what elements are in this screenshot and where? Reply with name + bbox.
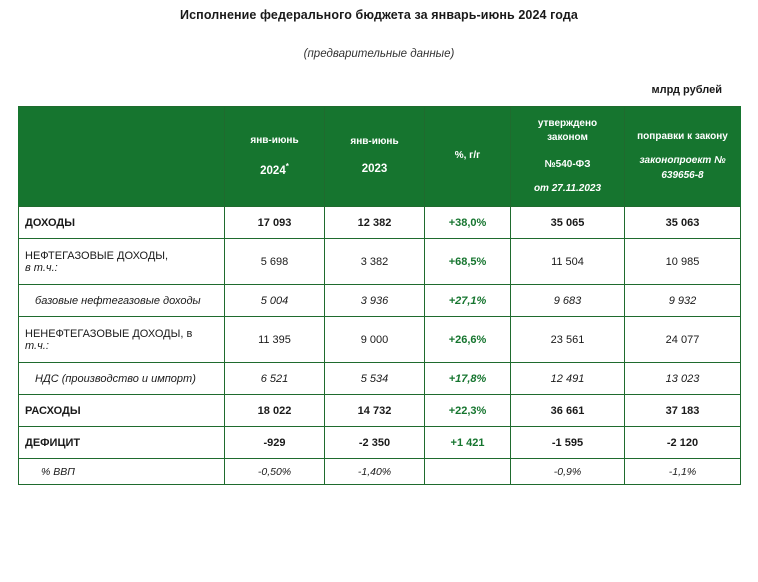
footnote-strip — [0, 574, 758, 582]
cell-growth — [425, 459, 511, 485]
cell-growth: +68,5% — [425, 239, 511, 285]
table-header — [19, 107, 741, 207]
row-label: базовые нефтегазовые доходы — [19, 285, 225, 317]
cell-growth: +17,8% — [425, 363, 511, 395]
cell-2023: 14 732 — [325, 395, 425, 427]
cell-2024: 18 022 — [225, 395, 325, 427]
cell-2023: 12 382 — [325, 207, 425, 239]
row-label-sub: т.ч.: — [25, 339, 49, 352]
table-row — [19, 363, 741, 395]
cell-approved: 11 504 — [511, 239, 625, 285]
cell-amendments: 37 183 — [625, 395, 741, 427]
cell-amendments: -1,1% — [625, 459, 741, 485]
cell-approved: 36 661 — [511, 395, 625, 427]
row-label: НЕНЕФТЕГАЗОВЫЕ ДОХОДЫ, в т.ч.: — [19, 317, 225, 363]
column-header-amendments: поправки к закону законопроект № 639656-8 — [625, 107, 741, 207]
cell-approved: 23 561 — [511, 317, 625, 363]
cell-growth: +22,3% — [425, 395, 511, 427]
cell-approved: 12 491 — [511, 363, 625, 395]
column-header-2023: янв-июнь 2023 — [325, 107, 425, 207]
cell-2024: 17 093 — [225, 207, 325, 239]
row-label: ДОХОДЫ — [19, 207, 225, 239]
units-label: млрд рублей — [651, 84, 722, 96]
column-header-approved-law: утверждено законом №540-ФЗ от 27.11.2023 — [511, 107, 625, 207]
cell-growth: +38,0% — [425, 207, 511, 239]
document-page — [0, 8, 758, 582]
budget-table — [18, 106, 741, 485]
row-label: РАСХОДЫ — [19, 395, 225, 427]
row-label: НЕФТЕГАЗОВЫЕ ДОХОДЫ, в т.ч.: — [19, 239, 225, 285]
cell-growth: +1 421 — [425, 427, 511, 459]
column-header-indicator — [19, 107, 225, 207]
asterisk-marker: * — [285, 161, 289, 171]
cell-2023: 3 382 — [325, 239, 425, 285]
cell-2023: 5 534 — [325, 363, 425, 395]
cell-approved: 35 065 — [511, 207, 625, 239]
cell-2024: 11 395 — [225, 317, 325, 363]
page-subtitle: (предварительные данные) — [303, 48, 455, 60]
row-label-sub: в т.ч.: — [25, 261, 58, 274]
column-header-2024: янв-июнь 2024* — [225, 107, 325, 207]
row-label: ДЕФИЦИТ — [19, 427, 225, 459]
cell-2024: 6 521 — [225, 363, 325, 395]
cell-amendments: 13 023 — [625, 363, 741, 395]
cell-amendments: -2 120 — [625, 427, 741, 459]
table-row — [19, 317, 741, 363]
table-body — [19, 207, 741, 485]
table-row — [19, 395, 741, 427]
cell-growth: +26,6% — [425, 317, 511, 363]
cell-amendments: 24 077 — [625, 317, 741, 363]
row-label: % ВВП — [19, 459, 225, 485]
cell-amendments: 10 985 — [625, 239, 741, 285]
cell-approved: -1 595 — [511, 427, 625, 459]
cell-amendments: 9 932 — [625, 285, 741, 317]
cell-approved: -0,9% — [511, 459, 625, 485]
column-header-growth: %, г/г — [425, 107, 511, 207]
table-row — [19, 239, 741, 285]
cell-growth: +27,1% — [425, 285, 511, 317]
table-row — [19, 427, 741, 459]
cell-amendments: 35 063 — [625, 207, 741, 239]
cell-2023: 3 936 — [325, 285, 425, 317]
page-title: Исполнение федерального бюджета за январь-июнь 2024 года — [180, 8, 578, 22]
table-row — [19, 207, 741, 239]
table-header-row — [19, 107, 741, 207]
table-row — [19, 285, 741, 317]
cell-2023: 9 000 — [325, 317, 425, 363]
cell-2024: 5 698 — [225, 239, 325, 285]
cell-approved: 9 683 — [511, 285, 625, 317]
table-row — [19, 459, 741, 485]
cell-2023: -1,40% — [325, 459, 425, 485]
row-label: НДС (производство и импорт) — [19, 363, 225, 395]
cell-2024: -929 — [225, 427, 325, 459]
cell-2024: -0,50% — [225, 459, 325, 485]
cell-2023: -2 350 — [325, 427, 425, 459]
cell-2024: 5 004 — [225, 285, 325, 317]
